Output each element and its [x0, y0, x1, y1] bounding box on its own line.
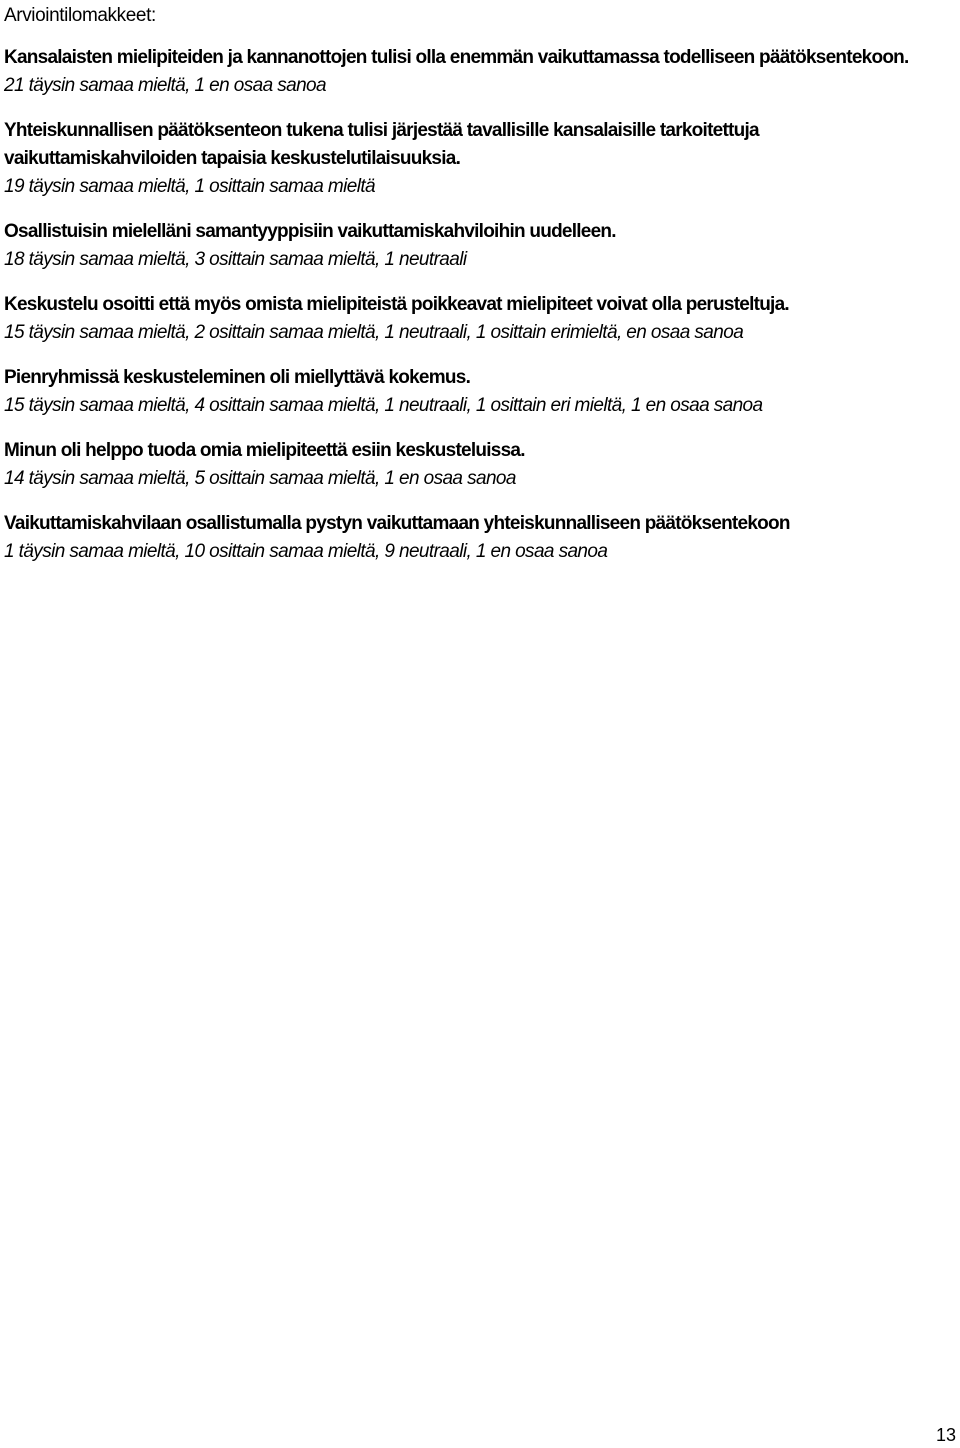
result: 21 täysin samaa mieltä, 1 en osaa sanoa	[4, 75, 326, 96]
result: 14 täysin samaa mieltä, 5 osittain samaa mieltä, 1 en osaa sanoa	[4, 468, 516, 489]
result: 1 täysin samaa mieltä, 10 osittain samaa mieltä, 9 neutraali, 1 en osaa sanoa	[4, 541, 608, 562]
statement: Kansalaisten mielipiteiden ja kannanottojen tulisi olla enemmän vaikuttamassa todelliseen päätöksentekoon.	[4, 47, 909, 68]
survey-item	[4, 117, 954, 201]
statement: Vaikuttamiskahvilaan osallistumalla pystyn vaikuttamaan yhteiskunnalliseen päätöksentekoon	[4, 513, 790, 534]
statement: Osallistuisin mielelläni samantyyppisiin vaikuttamiskahviloihin uudelleen.	[4, 221, 616, 242]
result: 18 täysin samaa mieltä, 3 osittain samaa mieltä, 1 neutraali	[4, 249, 467, 270]
document-body	[4, 2, 954, 583]
survey-item	[4, 218, 954, 274]
result: 19 täysin samaa mieltä, 1 osittain samaa mieltä	[4, 176, 375, 197]
survey-item	[4, 437, 954, 493]
survey-item	[4, 44, 954, 100]
page-number: 13	[935, 1425, 956, 1445]
survey-item	[4, 291, 954, 347]
section-title: Arviointilomakkeet:	[4, 5, 156, 26]
result: 15 täysin samaa mieltä, 2 osittain samaa mieltä, 1 neutraali, 1 osittain erimieltä, en osaa sanoa	[4, 322, 744, 343]
statement: Minun oli helppo tuoda omia mielipiteettä esiin keskusteluissa.	[4, 440, 525, 461]
survey-item	[4, 510, 954, 566]
statement: Keskustelu osoitti että myös omista mielipiteistä poikkeavat mielipiteet voivat olla perusteltuja.	[4, 294, 789, 315]
result: 15 täysin samaa mieltä, 4 osittain samaa mieltä, 1 neutraali, 1 osittain eri mieltä, 1 en osaa sanoa	[4, 395, 763, 416]
statement: Pienryhmissä keskusteleminen oli miellyttävä kokemus.	[4, 367, 471, 388]
survey-item	[4, 364, 954, 420]
statement: Yhteiskunnallisen päätöksenteon tukena tulisi järjestää tavallisille kansalaisille tarkoitettuja vaikuttamiskahviloiden tapaisia keskustelutilaisuuksia.	[4, 120, 759, 169]
